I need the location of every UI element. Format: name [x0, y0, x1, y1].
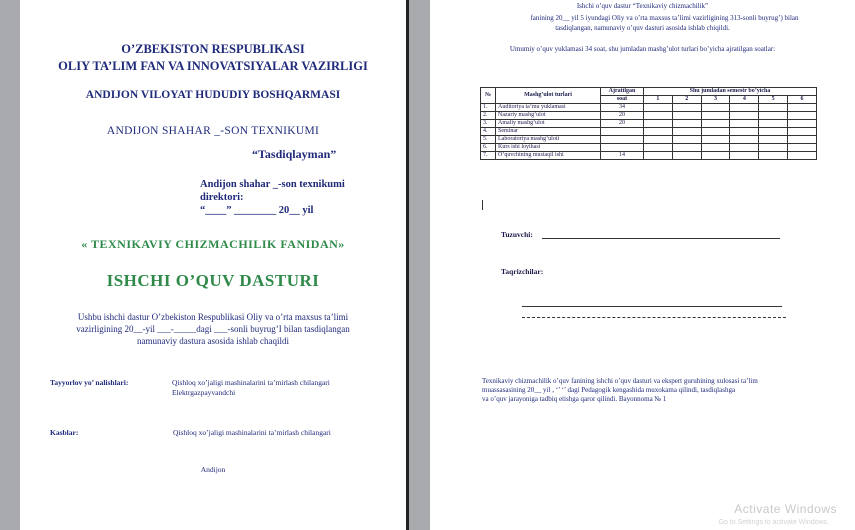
semester-cell — [730, 144, 759, 152]
semester-cell — [644, 120, 673, 128]
table-row — [481, 104, 817, 112]
ministry-title-line1: O’ZBEKISTON RESPUBLIKASI — [121, 42, 305, 56]
row-number: 1. — [481, 104, 496, 112]
intro-line2: vazirligining 20__-yil ___-_____dagi ___-sonli buyrug’I bilan tasdiqlangan — [76, 324, 350, 334]
semester-cell — [730, 112, 759, 120]
table-row — [481, 152, 817, 160]
semester-cell — [672, 128, 701, 136]
semester-cell — [644, 112, 673, 120]
semester-cell — [701, 144, 730, 152]
semester-cell — [701, 112, 730, 120]
director-line1: Andijon shahar _-son texnikumi — [200, 179, 345, 190]
author-signature-line — [542, 238, 780, 239]
approval-label: “Tasdiqlayman” — [252, 147, 337, 161]
semester-cell — [730, 136, 759, 144]
table-header-hours-unit: soat — [601, 96, 644, 104]
semester-cell — [759, 112, 788, 120]
semester-cell — [730, 152, 759, 160]
semester-cell — [788, 104, 817, 112]
activation-watermark-sub: Go to Settings to activate Windows. — [718, 519, 829, 526]
approval-date-line: “____” ________ 20__ yil — [200, 205, 314, 216]
semester-cell — [759, 136, 788, 144]
reviewers-label: Taqrizchilar: — [501, 267, 544, 276]
semester-cell — [759, 144, 788, 152]
program-title: ISHCHI O’QUV DASTURI — [106, 271, 320, 290]
table-row — [481, 120, 817, 128]
row-type: Seminar — [496, 128, 601, 136]
semester-cell — [672, 120, 701, 128]
semester-cell — [788, 136, 817, 144]
semester-header: 5 — [759, 96, 788, 104]
semester-cell — [701, 136, 730, 144]
semester-cell — [672, 152, 701, 160]
director-line2: direktori: — [200, 192, 244, 203]
row-number: 5. — [481, 136, 496, 144]
document-page-2 — [430, 0, 855, 530]
semester-header: 3 — [701, 96, 730, 104]
semester-cell — [672, 112, 701, 120]
table-row — [481, 144, 817, 152]
row-hours — [601, 136, 644, 144]
row-hours — [601, 128, 644, 136]
header-line1: Ishchi o’quv dastur “Texnikaviy chizmachilik” — [576, 2, 709, 10]
semester-cell — [788, 112, 817, 120]
table-header-hours: Ajratilgan — [601, 88, 644, 96]
row-hours — [601, 144, 644, 152]
reviewer-line-1 — [522, 306, 782, 307]
semester-header: 1 — [644, 96, 673, 104]
document-page-1 — [20, 0, 409, 530]
region-title: ANDIJON VILOYAT HUDUDIY BOSHQARMASI — [85, 89, 341, 101]
author-label: Tuzuvchi: — [501, 230, 533, 239]
row-number: 4. — [481, 128, 496, 136]
semester-cell — [644, 128, 673, 136]
row-hours: 14 — [601, 152, 644, 160]
footer-line2: muassasasining 20__ yil , ‘’ ‘’ dagi Pedagogik kengashida muxokama qilindi, tasdiqlashga — [482, 386, 736, 394]
semester-cell — [759, 152, 788, 160]
semester-cell — [730, 104, 759, 112]
row-type: Auditoriya ta’mu yuklamasi — [496, 104, 601, 112]
row-type: Laboratoriya mashg’uloti — [496, 136, 601, 144]
semester-cell — [730, 120, 759, 128]
reviewer-line-2 — [522, 317, 786, 318]
semester-cell — [644, 104, 673, 112]
table-row — [481, 112, 817, 120]
semester-header: 2 — [672, 96, 701, 104]
semester-cell — [788, 128, 817, 136]
text-cursor — [482, 200, 483, 210]
semester-cell — [672, 144, 701, 152]
field-label: Tayyorlov yo’ nalishlari: — [50, 378, 129, 387]
table-header-number: № — [481, 88, 496, 104]
row-number: 6. — [481, 144, 496, 152]
semester-cell — [701, 104, 730, 112]
header-line2: fanining 20__ yil 5 iyundagi Oliy va o’rta maxsus ta’limi vazirligining 313-sonli buyrug’) bilan — [530, 14, 799, 22]
semester-cell — [759, 104, 788, 112]
semester-cell — [759, 120, 788, 128]
semester-cell — [759, 128, 788, 136]
row-hours: 34 — [601, 104, 644, 112]
semester-cell — [701, 120, 730, 128]
semester-cell — [788, 120, 817, 128]
semester-cell — [644, 152, 673, 160]
footer-line1: Texnikaviy chizmachilik o’quv fanining ishchi o’quv dasturi va ekspert guruhining xulosasi ta’lim — [482, 377, 758, 385]
city-label: Andijon — [200, 465, 226, 474]
semester-cell — [788, 144, 817, 152]
hours-summary: Umumiy o’quv yuklamasi 34 soat, shu jumladan mashg’ulot turlari bo’yicha ajratilgan soatlar: — [509, 45, 776, 53]
footer-line3: va o’quv jarayoniga tadbiq etishga qaror qilindi. Bayonnoma № 1 — [482, 395, 667, 403]
table-header-semesters: Shu jumladan semestr bo’yicha — [644, 88, 817, 96]
row-number: 7. — [481, 152, 496, 160]
header-line3: tasdiqlangan, namunaviy o’quv dasturi asosida ishlab chiqildi. — [555, 24, 730, 32]
technikum-title: ANDIJON SHAHAR _-SON TEXNIKUMI — [106, 125, 320, 137]
profession-label: Kasblar: — [50, 428, 79, 437]
intro-line1: Ushbu ishchi dastur O’zbekiston Respublikasi Oliy va o’rta maxsus ta’limi — [77, 312, 349, 322]
semester-cell — [672, 104, 701, 112]
row-number: 2. — [481, 112, 496, 120]
ministry-title-line2: OLIY TA’LIM FAN VA INNOVATSIYALAR VAZIRLIGI — [58, 59, 368, 73]
semester-header: 6 — [788, 96, 817, 104]
row-hours: 20 — [601, 120, 644, 128]
table-row — [481, 136, 817, 144]
intro-line3: namunaviy dastura asosida ishlab chaqildi — [137, 336, 289, 346]
semester-cell — [730, 128, 759, 136]
table-header-type: Mashg’ulot turlari — [496, 88, 601, 104]
row-type: Kurs ishi loyihasi — [496, 144, 601, 152]
semester-cell — [788, 152, 817, 160]
profession-value: Qishloq xo’jaligi mashinalarini ta’mirlash chilangari — [173, 428, 331, 437]
field-value-line2: Elektrgazpayvandchi — [172, 388, 236, 397]
semester-header: 4 — [730, 96, 759, 104]
row-number: 3. — [481, 120, 496, 128]
field-value-line1: Qishloq xo’jaligi mashinalarini ta’mirlash chilangari — [172, 378, 330, 387]
semester-cell — [701, 152, 730, 160]
activation-watermark: Activate Windows — [734, 502, 837, 516]
row-type: Nazariy mashg’ulot — [496, 112, 601, 120]
semester-cell — [644, 144, 673, 152]
row-type: O’quvchining mustaqil ishi — [496, 152, 601, 160]
semester-cell — [644, 136, 673, 144]
row-type: Amaliy mashg’ulot — [496, 120, 601, 128]
row-hours: 20 — [601, 112, 644, 120]
subject-title: « TEXNIKAVIY CHIZMACHILIK FANIDAN» — [81, 237, 345, 251]
semester-cell — [701, 128, 730, 136]
table-row — [481, 128, 817, 136]
semester-cell — [672, 136, 701, 144]
hours-table — [480, 87, 817, 160]
